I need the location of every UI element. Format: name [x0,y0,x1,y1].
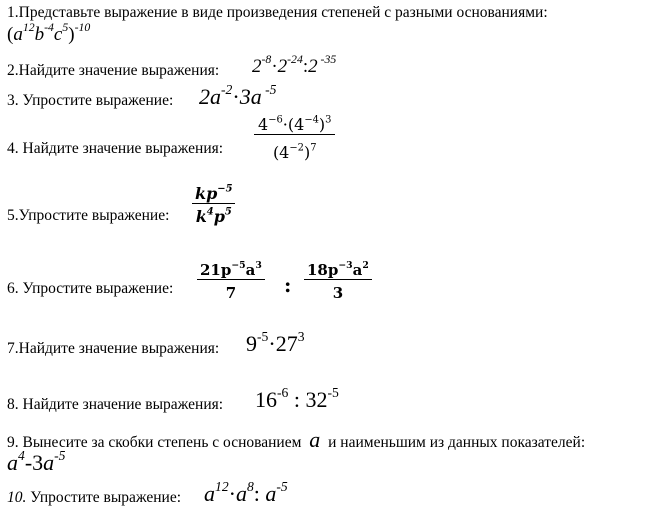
task-6-label: 6. Упростите выражение: [7,280,174,297]
task-6-f1-denominator: 7 [225,284,237,303]
task-3-expression: $2a^{-2}\cdot 3a$ $^{-5}$ [199,81,277,109]
task-6-f2-numerator: $18p^{-3}a^2$ [307,260,369,279]
task-6-f2-denominator: 3 [332,284,344,303]
task-4-denominator: $(4^{-2})^7$ [272,142,317,163]
task-7-label: 7.Найдите значение выражения: [7,340,220,357]
task-9-label-end: и наименьшим из данных показателей: [328,434,586,451]
task-4-fraction [254,115,335,162]
task-2-expression: $2^{-8}\cdot 2^{-24}:2$ $^{-35}$ [252,53,337,77]
task-9-expression: $a^4-3a^{-5}$ [7,447,66,475]
fraction-bar [254,134,335,135]
task-4-numerator: $4^{-6}\cdot(4^{-4})^3$ [258,114,332,134]
task-4-label: 4. Найдите значение выражения: [7,140,224,157]
fraction-bar [192,203,235,204]
task-6-fraction-1 [197,261,265,302]
task-1-expression: $(a^{12}b^{-4}c^5)^{-10}$ [7,21,91,45]
task-5-fraction [192,184,235,226]
task-7-expression: $9^{-5}\cdot 27^3$ [246,328,305,356]
task-3-label: 3. Упростите выражение: [7,92,174,109]
fraction-bar [197,279,265,280]
task-10-number: 10. [7,489,27,506]
task-6-f1-numerator: $21p^{-5}a^3$ [200,260,262,279]
task-1-label: 1.Представьте выражение в виде произведения степеней с разными основаниями: [7,4,548,21]
task-10-label [7,489,181,507]
task-2-label: 2.Найдите значение выражения: [7,62,220,79]
task-5-label: 5.Упростите выражение: [7,207,170,224]
task-6-fraction-2 [304,261,372,302]
task-9-base: a [309,427,321,452]
task-9-label [7,427,585,453]
task-10-text: Упростите выражение: [30,489,182,506]
task-10-expression: $a^{12}\cdot a^8$: $a^{-5}$ [204,478,288,506]
task-8-expression: $16^{-6}$ : $32^{-5}$ [255,384,339,412]
task-5-numerator: $kp^{-5}$ [195,183,233,203]
task-9-label-start: 9. Вынесите за скобки степень с основанием [7,434,302,451]
fraction-bar [304,279,372,280]
task-6-division-sign: : [284,273,292,297]
task-5-denominator: $k^4p^5$ [195,206,232,227]
task-8-label: 8. Найдите значение выражения: [7,396,224,413]
